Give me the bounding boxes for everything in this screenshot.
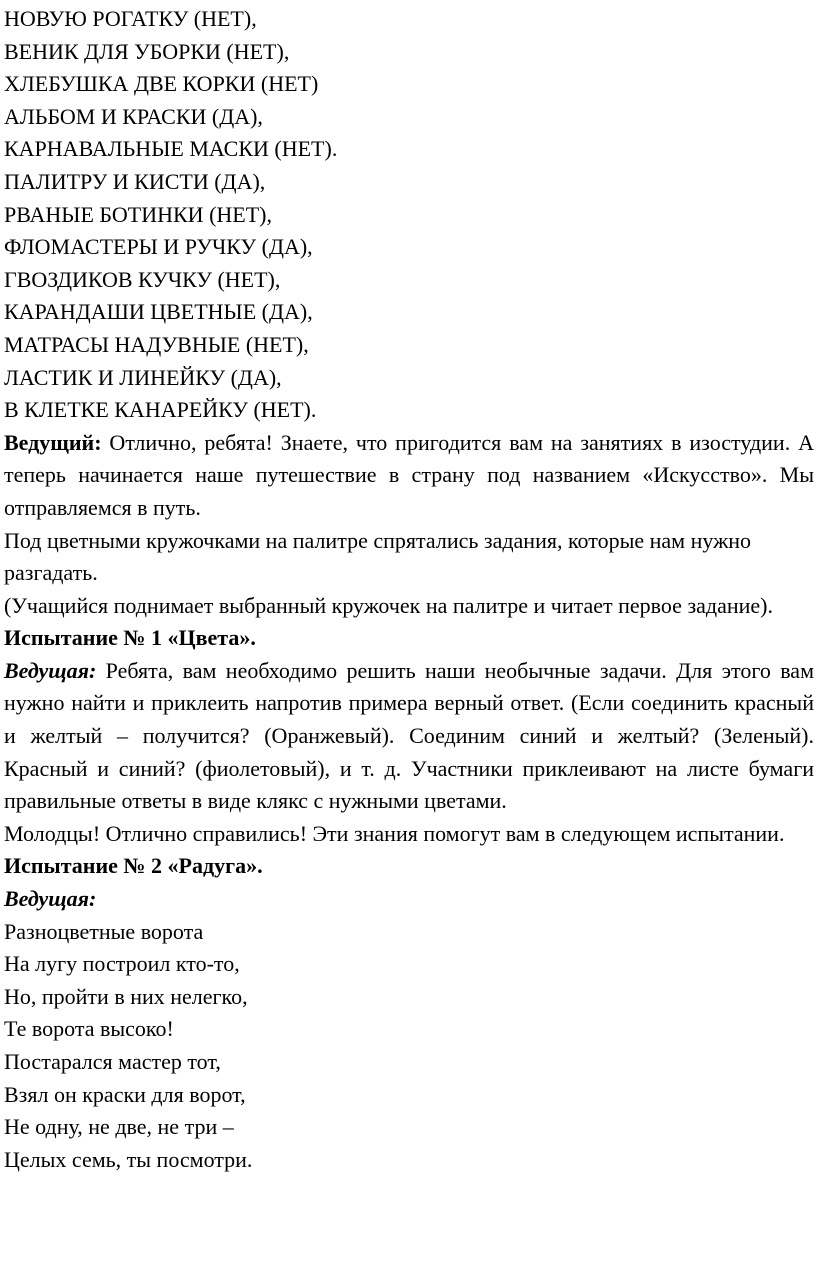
test1-text: Ребята, вам необходимо решить наши необычные задачи. Для этого вам нужно найти и приклеить напротив примера верный ответ. (Если соединить красный и желтый – получится? (Оранжевый). Соединим синий и желтый? (Зеленый). Красный и синий? (фиолетовый), и т. д. Участники приклеивают на листе бумаги правильные ответы в виде клякс с нужными цветами. (4, 657, 814, 814)
riddle-line: Но, пройти в них нелегко, (4, 983, 248, 1009)
poem-line: ЛАСТИК И ЛИНЕЙКУ (ДА), (4, 364, 282, 390)
poem-line: ВЕНИК ДЛЯ УБОРКИ (НЕТ), (4, 38, 290, 64)
poem-line: РВАНЫЕ БОТИНКИ (НЕТ), (4, 201, 272, 227)
speaker-label: Ведущая: (4, 886, 97, 912)
poem-line: КАРНАВАЛЬНЫЕ МАСКИ (НЕТ). (4, 136, 338, 162)
riddle-line: Разноцветные ворота (4, 918, 204, 944)
riddle-line: На лугу построил кто-то, (4, 951, 240, 977)
poem-line: В КЛЕТКЕ КАНАРЕЙКУ (НЕТ). (4, 397, 317, 423)
poem-block (4, 3, 814, 427)
poem-line: ФЛОМАСТЕРЫ И РУЧКУ (ДА), (4, 234, 313, 260)
poem-line: АЛЬБОМ И КРАСКИ (ДА), (4, 103, 263, 129)
test1-heading: Испытание № 1 «Цвета». (4, 625, 256, 651)
speaker-label: Ведущая: (4, 657, 97, 683)
riddle-block (4, 916, 814, 1177)
poem-line: ХЛЕБУШКА ДВЕ КОРКИ (НЕТ) (4, 71, 319, 97)
student-action-paragraph: (Учащийся поднимает выбранный кружочек на палитре и читает первое задание). (4, 592, 774, 618)
test1-paragraph (4, 655, 814, 818)
riddle-line: Взял он краски для ворот, (4, 1081, 246, 1107)
poem-line: ГВОЗДИКОВ КУЧКУ (НЕТ), (4, 266, 281, 292)
speaker-label: Ведущий: (4, 429, 102, 455)
poem-line: МАТРАСЫ НАДУВНЫЕ (НЕТ), (4, 331, 309, 357)
riddle-line: Те ворота высоко! (4, 1016, 174, 1042)
poem-line: НОВУЮ РОГАТКУ (НЕТ), (4, 6, 257, 31)
host-speech-text: Отлично, ребята! Знаете, что пригодится вам на занятиях в изостудии. А теперь начинается наше путешествие в страну под названием «Искусство». Мы отправляемся в путь. (4, 429, 814, 520)
poem-line: ПАЛИТРУ И КИСТИ (ДА), (4, 168, 266, 194)
palette-paragraph: Под цветными кружочками на палитре спрятались задания, которые нам нужно разгадать. (4, 527, 752, 586)
poem-line: КАРАНДАШИ ЦВЕТНЫЕ (ДА), (4, 299, 313, 325)
test2-heading: Испытание № 2 «Радуга». (4, 853, 263, 879)
host-speech-paragraph (4, 427, 814, 525)
riddle-line: Не одну, не две, не три – (4, 1114, 234, 1140)
riddle-line: Постарался мастер тот, (4, 1049, 221, 1074)
praise-paragraph: Молодцы! Отлично справились! Эти знания помогут вам в следующем испытании. (4, 820, 785, 846)
riddle-line: Целых семь, ты посмотри. (4, 1146, 253, 1172)
